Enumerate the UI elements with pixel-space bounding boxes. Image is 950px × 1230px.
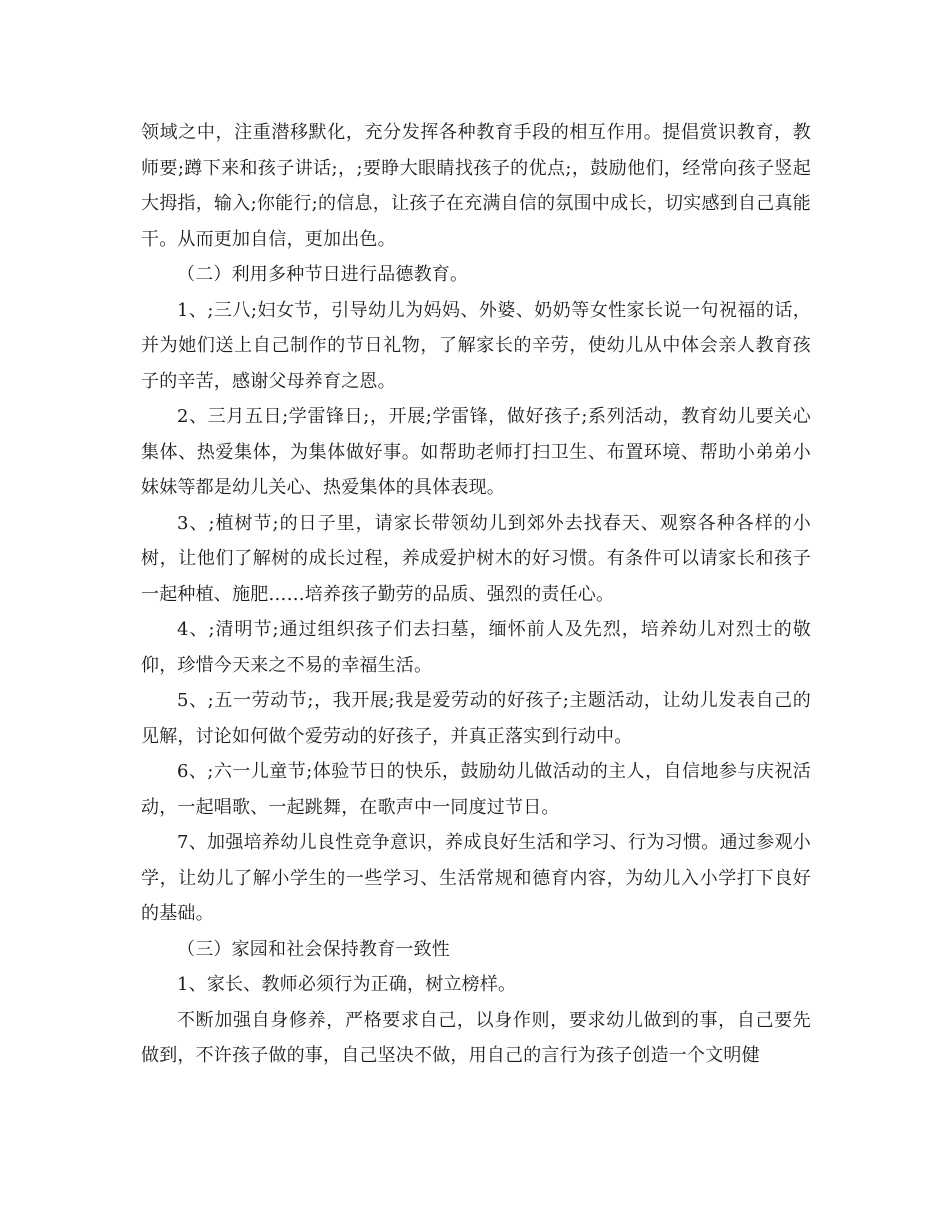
paragraph-qingming: 4、;清明节;通过组织孩子们去扫墓，缅怀前人及先烈，培养幼儿对烈士的敬仰，珍惜今天来之不易的幸福生活。 — [141, 619, 811, 676]
paragraph-intro-continued: 领域之中，注重潜移默化，充分发挥各种教育手段的相互作用。提倡赏识教育，教师要;蹲下来和孩子讲话;，;要睁大眼睛找孩子的优点;，鼓励他们，经常向孩子竖起大拇指，输入;你能行;的信息，让孩子在充满自信的氛围中成长，切实感到自己真能干。从而更加自信，更加出色。 — [141, 122, 811, 250]
section-heading-home-society: （三）家园和社会保持教育一致性 — [177, 938, 450, 960]
section-heading-festivals: （二）利用多种节日进行品德教育。 — [177, 264, 469, 285]
paragraph-labor-day: 5、;五一劳动节;，我开展;我是爱劳动的好孩子;主题活动，让幼儿发表自己的见解，讨论如何做个爱劳动的好孩子，并真正落实到行动中。 — [141, 690, 811, 747]
paragraph-womens-day: 1、;三八;妇女节，引导幼儿为妈妈、外婆、奶奶等女性家长说一句祝福的话，并为她们送上自己制作的节日礼物，了解家长的辛劳，使幼儿从中体会亲人教育孩子的辛苦，感谢父母养育之恩。 — [141, 299, 811, 392]
paragraph-self-cultivation: 不断加强自身修养，严格要求自己，以身作则，要求幼儿做到的事，自己要先做到，不许孩子做的事，自己坚决不做，用自己的言行为孩子创造一个文明健 — [141, 1009, 811, 1066]
paragraph-arbor-day: 3、;植树节;的日子里，请家长带领幼儿到郊外去找春天、观察各种各样的小树，让他们了解树的成长过程，养成爱护树木的好习惯。有条件可以请家长和孩子一起种植、施肥……培养孩子勤劳的品质、强烈的责任心。 — [141, 512, 811, 605]
paragraph-childrens-day: 6、;六一儿童节;体验节日的快乐，鼓励幼儿做活动的主人，自信地参与庆祝活动，一起唱歌、一起跳舞，在歌声中一同度过节日。 — [141, 761, 811, 818]
paragraph-role-model: 1、家长、教师必须行为正确，树立榜样。 — [177, 974, 517, 995]
paragraph-lei-feng-day: 2、三月五日;学雷锋日;，开展;学雷锋，做好孩子;系列活动，教育幼儿要关心集体、热爱集体，为集体做好事。如帮助老师打扫卫生、布置环境、帮助小弟弟小妹妹等都是幼儿关心、热爱集体的具体表现。 — [141, 406, 811, 498]
paragraph-competition: 7、加强培养幼儿良性竞争意识，养成良好生活和学习、行为习惯。通过参观小学，让幼儿了解小学生的一些学习、生活常规和德育内容，为幼儿入小学打下良好的基础。 — [141, 832, 811, 924]
document-page — [141, 115, 811, 1074]
